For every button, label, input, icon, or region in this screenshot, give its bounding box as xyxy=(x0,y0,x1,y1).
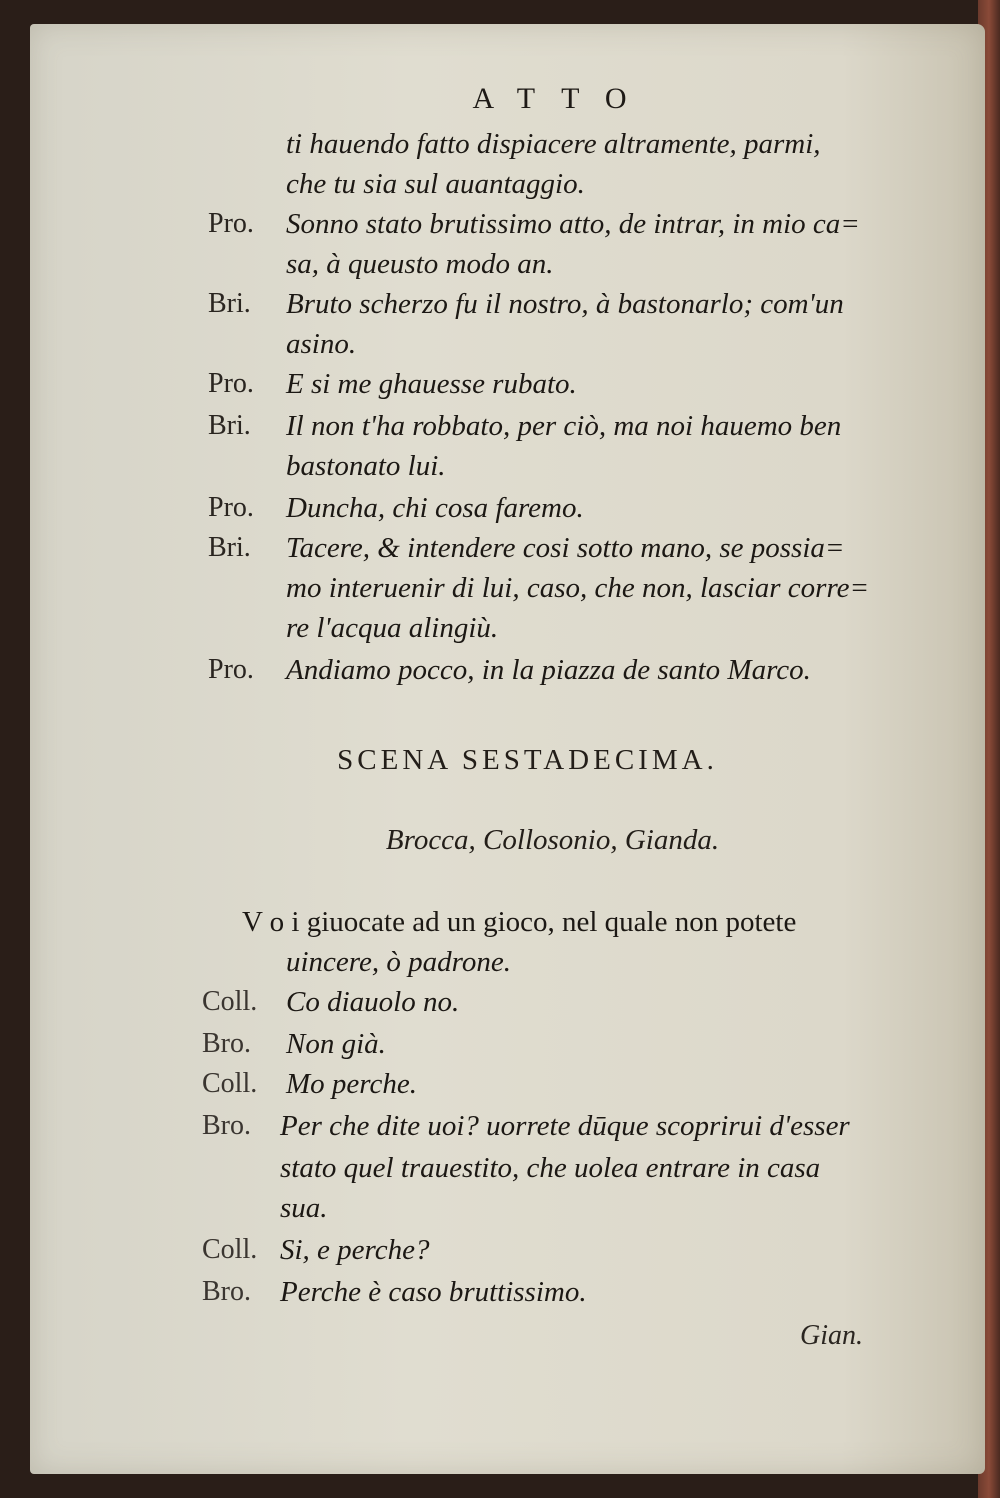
text-line: Perche è caso bruttissimo. xyxy=(280,1276,587,1308)
text-line: bastonato lui. xyxy=(286,450,446,482)
speaker-label: Pro. xyxy=(208,654,254,685)
text-line: Co diauolo no. xyxy=(286,986,460,1018)
opening-line: V o i giuocate ad un gioco, nel quale non potete xyxy=(242,906,797,938)
text-line: che tu sia sul auantaggio. xyxy=(286,168,585,200)
speaker-label: Bri. xyxy=(208,410,251,441)
text-line: asino. xyxy=(286,328,357,360)
scene-title: SCENA SESTADECIMA. xyxy=(337,744,718,776)
running-head: ATTO xyxy=(472,82,653,115)
speaker-label: Bro. xyxy=(202,1276,251,1307)
speaker-label: Coll. xyxy=(202,1068,258,1099)
speaker-label: Pro. xyxy=(208,368,254,399)
speaker-label: Bro. xyxy=(202,1110,251,1141)
text-line: Non già. xyxy=(286,1028,386,1060)
text-line: Andiamo pocco, in la piazza de santo Marco. xyxy=(286,654,811,686)
speaker-label: Bri. xyxy=(208,288,251,319)
cast-list: Brocca, Collosonio, Gianda. xyxy=(385,824,720,856)
text-line: Mo perche. xyxy=(286,1068,417,1100)
text-line: Si, e perche? xyxy=(280,1234,430,1266)
text-line: Per che dite uoi? uorrete dūque scoprirui d'esser xyxy=(280,1110,850,1142)
speaker-label: Coll. xyxy=(202,1234,258,1265)
text-line: uincere, ò padrone. xyxy=(286,946,511,978)
text-line: Tacere, & intendere cosi sotto mano, se possia= xyxy=(286,532,845,564)
text-line: sa, à queusto modo an. xyxy=(286,248,554,280)
text-line: stato quel trauestito, che uolea entrare in casa xyxy=(280,1152,821,1184)
speaker-label: Pro. xyxy=(208,208,254,239)
text-line: re l'acqua alingiù. xyxy=(286,612,499,644)
text-line: Duncha, chi cosa faremo. xyxy=(286,492,584,524)
speaker-label: Pro. xyxy=(208,492,254,523)
text-line: ti hauendo fatto dispiacere altramente, parmi, xyxy=(286,128,821,160)
speaker-label: Coll. xyxy=(202,986,258,1017)
speaker-label: Bro. xyxy=(202,1028,251,1059)
book-page xyxy=(30,24,985,1474)
text-line: mo interuenir di lui, caso, che non, lasciar corre= xyxy=(286,572,870,604)
catchword: Gian. xyxy=(800,1320,863,1351)
speaker-label: Bri. xyxy=(208,532,251,563)
text-line: sua. xyxy=(280,1192,328,1224)
text-line: Bruto scherzo fu il nostro, à bastonarlo; com'un xyxy=(286,288,844,320)
text-line: Sonno stato brutissimo atto, de intrar, in mio ca= xyxy=(286,208,860,240)
text-line: Il non t'ha robbato, per ciò, ma noi hauemo ben xyxy=(286,410,842,442)
text-line: E si me ghauesse rubato. xyxy=(286,368,577,400)
